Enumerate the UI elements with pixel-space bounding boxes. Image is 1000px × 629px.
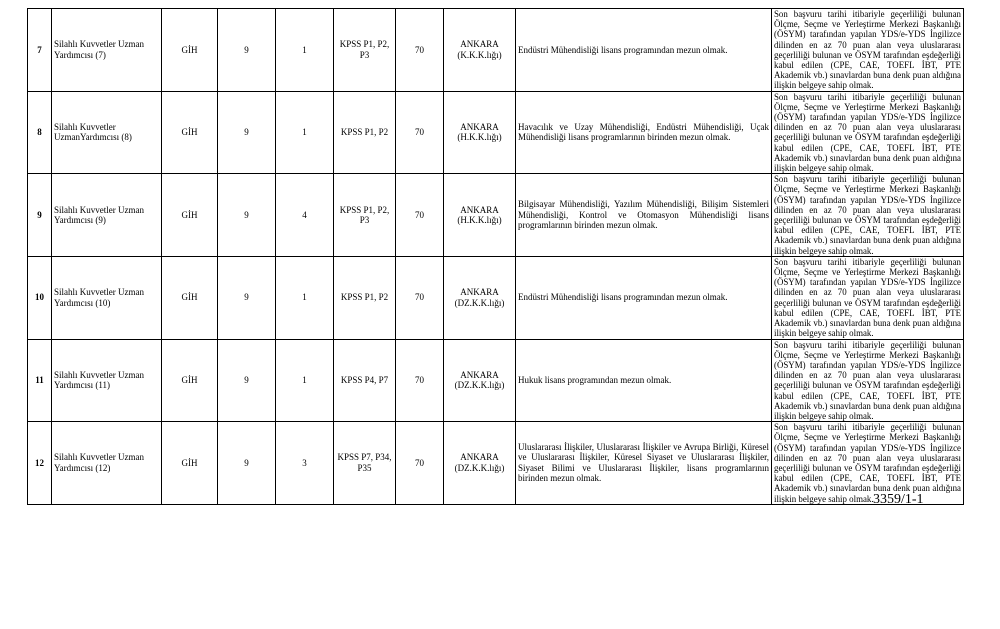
class-cell: GİH (162, 256, 218, 339)
location-cell: ANKARA (DZ.K.K.lığı) (444, 422, 516, 505)
row-number: 10 (28, 256, 52, 339)
position-title: Silahlı Kuvvetler Uzman Yardımcısı (9) (52, 174, 162, 257)
kpss-cell: KPSS P4, P7 (334, 339, 396, 422)
count-cell: 1 (276, 91, 334, 174)
condition-cell: Son başvuru tarihi itibariyle geçerliliği bulunan Ölçme, Seçme ve Yerleştirme Merkezi Başkanlığı (ÖSYM) tarafından yapılan YDS/e-YDS İngilizce dilinden en az 70 puan alan veya uluslararası geçerliliği bulunan ve ÖSYM tarafından eşdeğerliği kabul edilen (CPE, CAE, TOEFL İBT, PTE Akademik vb.) sınavlardan buna denk puan aldığına ilişkin belgeye sahip olmak. (772, 256, 964, 339)
location-cell: ANKARA (DZ.K.K.lığı) (444, 339, 516, 422)
table-row (28, 256, 964, 339)
row-number: 12 (28, 422, 52, 505)
condition-cell: Son başvuru tarihi itibariyle geçerliliği bulunan Ölçme, Seçme ve Yerleştirme Merkezi Başkanlığı (ÖSYM) tarafından yapılan YDS/e-YDS İngilizce dilinden en az 70 puan alan veya uluslararası geçerliliği bulunan ve ÖSYM tarafından eşdeğerliği kabul edilen (CPE, CAE, TOEFL İBT, PTE Akademik vb.) sınavlardan buna denk puan aldığına ilişkin belgeye sahip olmak. (772, 422, 964, 505)
qualification-cell: Havacılık ve Uzay Mühendisliği, Endüstri Mühendisliği, Uçak Mühendisliği lisans programlarının birinden mezun olmak. (516, 91, 772, 174)
degree-cell: 9 (218, 422, 276, 505)
count-cell: 1 (276, 256, 334, 339)
kpss-cell: KPSS P1, P2 (334, 256, 396, 339)
degree-cell: 9 (218, 256, 276, 339)
class-cell: GİH (162, 174, 218, 257)
min-score-cell: 70 (396, 91, 444, 174)
row-number: 7 (28, 9, 52, 92)
condition-cell: Son başvuru tarihi itibariyle geçerliliği bulunan Ölçme, Seçme ve Yerleştirme Merkezi Başkanlığı (ÖSYM) tarafından yapılan YDS/e-YDS İngilizce dilinden en az 70 puan alan veya uluslararası geçerliliği bulunan ve ÖSYM tarafından eşdeğerliği kabul edilen (CPE, CAE, TOEFL İBT, PTE Akademik vb.) sınavlardan buna denk puan aldığına ilişkin belgeye sahip olmak. (772, 174, 964, 257)
kpss-cell: KPSS P7, P34, P35 (334, 422, 396, 505)
class-cell: GİH (162, 91, 218, 174)
min-score-cell: 70 (396, 174, 444, 257)
condition-cell: Son başvuru tarihi itibariyle geçerliliği bulunan Ölçme, Seçme ve Yerleştirme Merkezi Başkanlığı (ÖSYM) tarafından yapılan YDS/e-YDS İngilizce dilinden en az 70 puan alan veya uluslararası geçerliliği bulunan ve ÖSYM tarafından eşdeğerliği kabul edilen (CPE, CAE, TOEFL İBT, PTE Akademik vb.) sınavlardan buna denk puan aldığına ilişkin belgeye sahip olmak. (772, 339, 964, 422)
qualification-cell: Endüstri Mühendisliği lisans programından mezun olmak. (516, 256, 772, 339)
degree-cell: 9 (218, 339, 276, 422)
condition-cell: Son başvuru tarihi itibariyle geçerliliği bulunan Ölçme, Seçme ve Yerleştirme Merkezi Başkanlığı (ÖSYM) tarafından yapılan YDS/e-YDS İngilizce dilinden en az 70 puan alan veya uluslararası geçerliliği bulunan ve ÖSYM tarafından eşdeğerliği kabul edilen (CPE, CAE, TOEFL İBT, PTE Akademik vb.) sınavlardan buna denk puan aldığına ilişkin belgeye sahip olmak. (772, 91, 964, 174)
table-row (28, 9, 964, 92)
row-number: 8 (28, 91, 52, 174)
degree-cell: 9 (218, 91, 276, 174)
document-code: 3359/1-1 (873, 492, 924, 507)
count-cell: 4 (276, 174, 334, 257)
count-cell: 1 (276, 339, 334, 422)
count-cell: 1 (276, 9, 334, 92)
kpss-cell: KPSS P1, P2, P3 (334, 9, 396, 92)
row-number: 11 (28, 339, 52, 422)
table-row (28, 339, 964, 422)
qualification-cell: Endüstri Mühendisliği lisans programından mezun olmak. (516, 9, 772, 92)
kpss-cell: KPSS P1, P2 (334, 91, 396, 174)
degree-cell: 9 (218, 9, 276, 92)
positions-table (27, 8, 964, 505)
count-cell: 3 (276, 422, 334, 505)
class-cell: GİH (162, 422, 218, 505)
position-title: Silahlı Kuvvetler UzmanYardımcısı (8) (52, 91, 162, 174)
qualification-cell: Hukuk lisans programından mezun olmak. (516, 339, 772, 422)
min-score-cell: 70 (396, 339, 444, 422)
condition-cell: Son başvuru tarihi itibariyle geçerliliği bulunan Ölçme, Seçme ve Yerleştirme Merkezi Başkanlığı (ÖSYM) tarafından yapılan YDS/e-YDS İngilizce dilinden en az 70 puan alan veya uluslararası geçerliliği bulunan ve ÖSYM tarafından eşdeğerliği kabul edilen (CPE, CAE, TOEFL İBT, PTE Akademik vb.) sınavlardan buna denk puan aldığına ilişkin belgeye sahip olmak. (772, 9, 964, 92)
min-score-cell: 70 (396, 256, 444, 339)
class-cell: GİH (162, 9, 218, 92)
kpss-cell: KPSS P1, P2, P3 (334, 174, 396, 257)
table-row (28, 91, 964, 174)
table-row (28, 422, 964, 505)
position-title: Silahlı Kuvvetler Uzman Yardımcısı (11) (52, 339, 162, 422)
position-title: Silahlı Kuvvetler Uzman Yardımcısı (7) (52, 9, 162, 92)
qualification-cell: Uluslararası İlişkiler, Uluslararası İlişkiler ve Avrupa Birliği, Küresel ve Uluslararası İlişkiler, Küresel Siyaset ve Uluslararası İlişkiler, Siyaset Bilimi ve Uluslararası İlişkiler, lisans programlarının birinden mezun olmak. (516, 422, 772, 505)
location-cell: ANKARA (H.K.K.lığı) (444, 174, 516, 257)
position-title: Silahlı Kuvvetler Uzman Yardımcısı (12) (52, 422, 162, 505)
position-title: Silahlı Kuvvetler Uzman Yardımcısı (10) (52, 256, 162, 339)
location-cell: ANKARA (H.K.K.lığı) (444, 91, 516, 174)
row-number: 9 (28, 174, 52, 257)
class-cell: GİH (162, 339, 218, 422)
table-row (28, 174, 964, 257)
min-score-cell: 70 (396, 9, 444, 92)
qualification-cell: Bilgisayar Mühendisliği, Yazılım Mühendisliği, Bilişim Sistemleri Mühendisliği, Kontrol ve Otomasyon Mühendisliği lisans programlarının birinden mezun olmak. (516, 174, 772, 257)
min-score-cell: 70 (396, 422, 444, 505)
degree-cell: 9 (218, 174, 276, 257)
location-cell: ANKARA (DZ.K.K.lığı) (444, 256, 516, 339)
location-cell: ANKARA (K.K.K.lığı) (444, 9, 516, 92)
